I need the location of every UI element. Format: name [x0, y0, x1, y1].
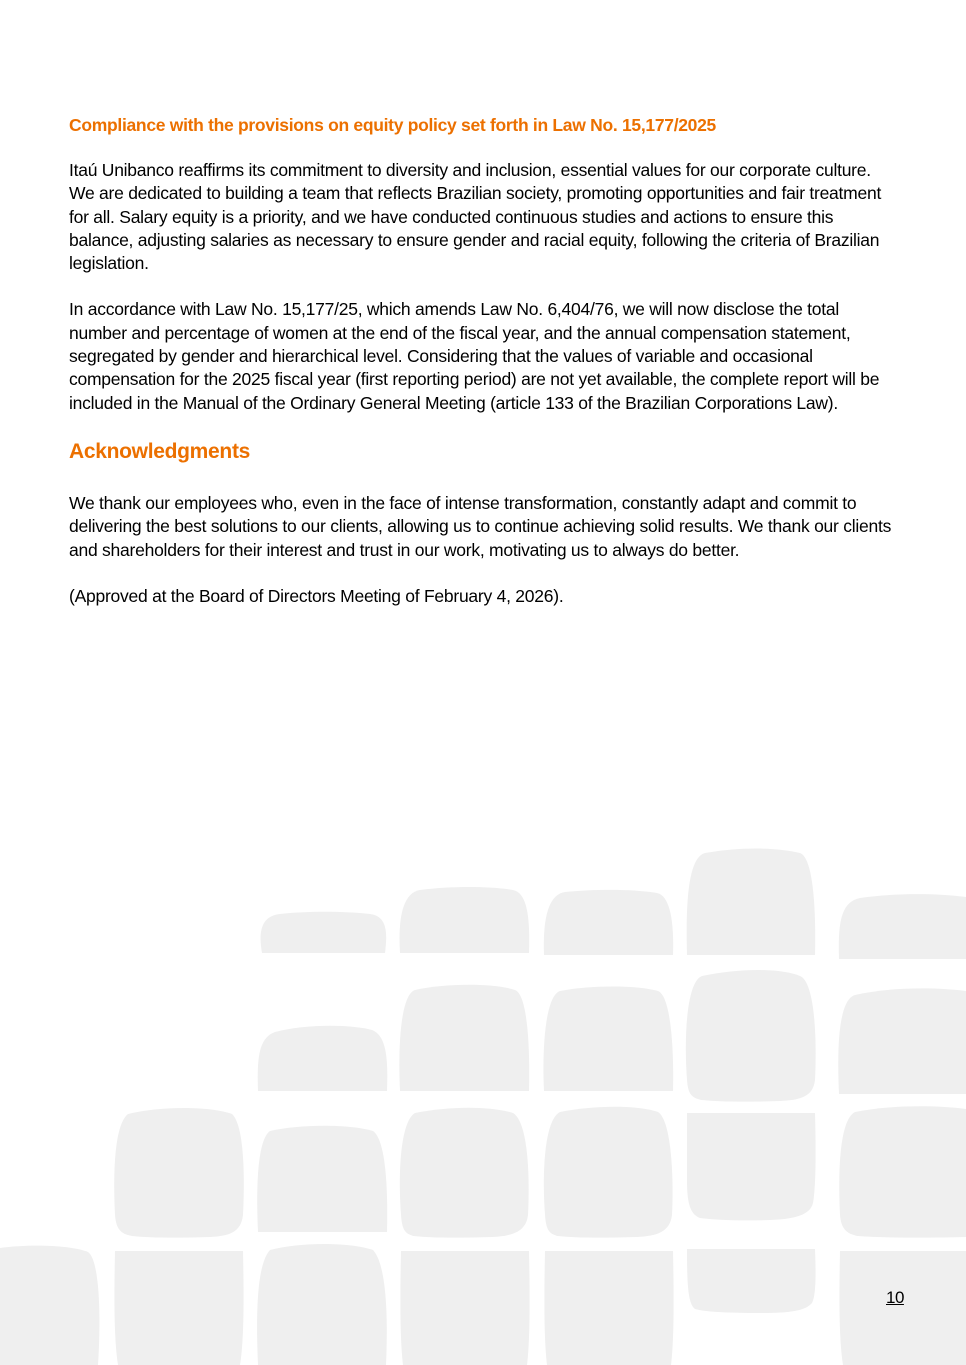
compliance-paragraph-1: Itaú Unibanco reaffirms its commitment to diversity and inclusion, essential values for our corporate culture. We are dedicated to building a team that reflects Brazilian society, promoting opportunities and fair treatment for all. Salary equity is a priority, and we have conducted continuous studies and actions to ensure this balance, adjusting salaries as necessary to ensure gender and racial equity, following the criteria of Brazilian legislation. — [69, 160, 882, 274]
acknowledgments-heading: Acknowledgments — [69, 439, 251, 463]
acknowledgments-paragraph: We thank our employees who, even in the face of intense transformation, constantly adapt and commit to delivering the best solutions to our clients, allowing us to continue achieving solid results. We thank our clients and shareholders for their interest and trust in our work, motivating us to always do better. — [69, 492, 892, 560]
pattern-tile — [839, 894, 966, 959]
pattern-tile — [400, 1108, 529, 1238]
pattern-tile — [687, 849, 816, 956]
pattern-tile — [687, 1249, 816, 1313]
decorative-tiles — [0, 849, 966, 1365]
pattern-tile — [257, 1244, 387, 1365]
pattern-tile — [400, 1251, 529, 1365]
approval-note: (Approved at the Board of Directors Meeting of February 4, 2026). — [69, 585, 564, 606]
page-content — [69, 112, 899, 631]
pattern-tile — [838, 988, 966, 1094]
pattern-tile — [543, 987, 673, 1092]
pattern-tile — [400, 887, 530, 953]
pattern-tile — [687, 1113, 816, 1220]
pattern-tile — [839, 1106, 966, 1237]
pattern-tile — [544, 890, 673, 955]
pattern-tile — [544, 1107, 673, 1238]
pattern-tile — [399, 985, 529, 1091]
pattern-tile — [0, 1246, 99, 1365]
pattern-tile — [544, 1251, 673, 1365]
pattern-tile — [257, 1126, 387, 1232]
pattern-tile — [114, 1108, 244, 1238]
pattern-tile — [686, 970, 816, 1102]
pattern-tile — [261, 912, 387, 953]
pattern-tile — [114, 1251, 243, 1365]
compliance-paragraph-2: In accordance with Law No. 15,177/25, which amends Law No. 6,404/76, we will now disclose the total number and percentage of women at the end of the fiscal year, and the annual compensation statement, segregated by gender and hierarchical level. Considering that the values of variable and occasional compensation for the 2025 fiscal year (first reporting period) are not yet available, the complete report will be included in the Manual of the Ordinary General Meeting (article 133 of the Brazilian Corporations Law). — [69, 299, 880, 413]
page-number: 10 — [886, 1288, 904, 1307]
compliance-heading: Compliance with the provisions on equity policy set forth in Law No. 15,177/2025 — [69, 115, 716, 135]
pattern-tile — [839, 1251, 966, 1365]
pattern-tile — [258, 1026, 388, 1091]
